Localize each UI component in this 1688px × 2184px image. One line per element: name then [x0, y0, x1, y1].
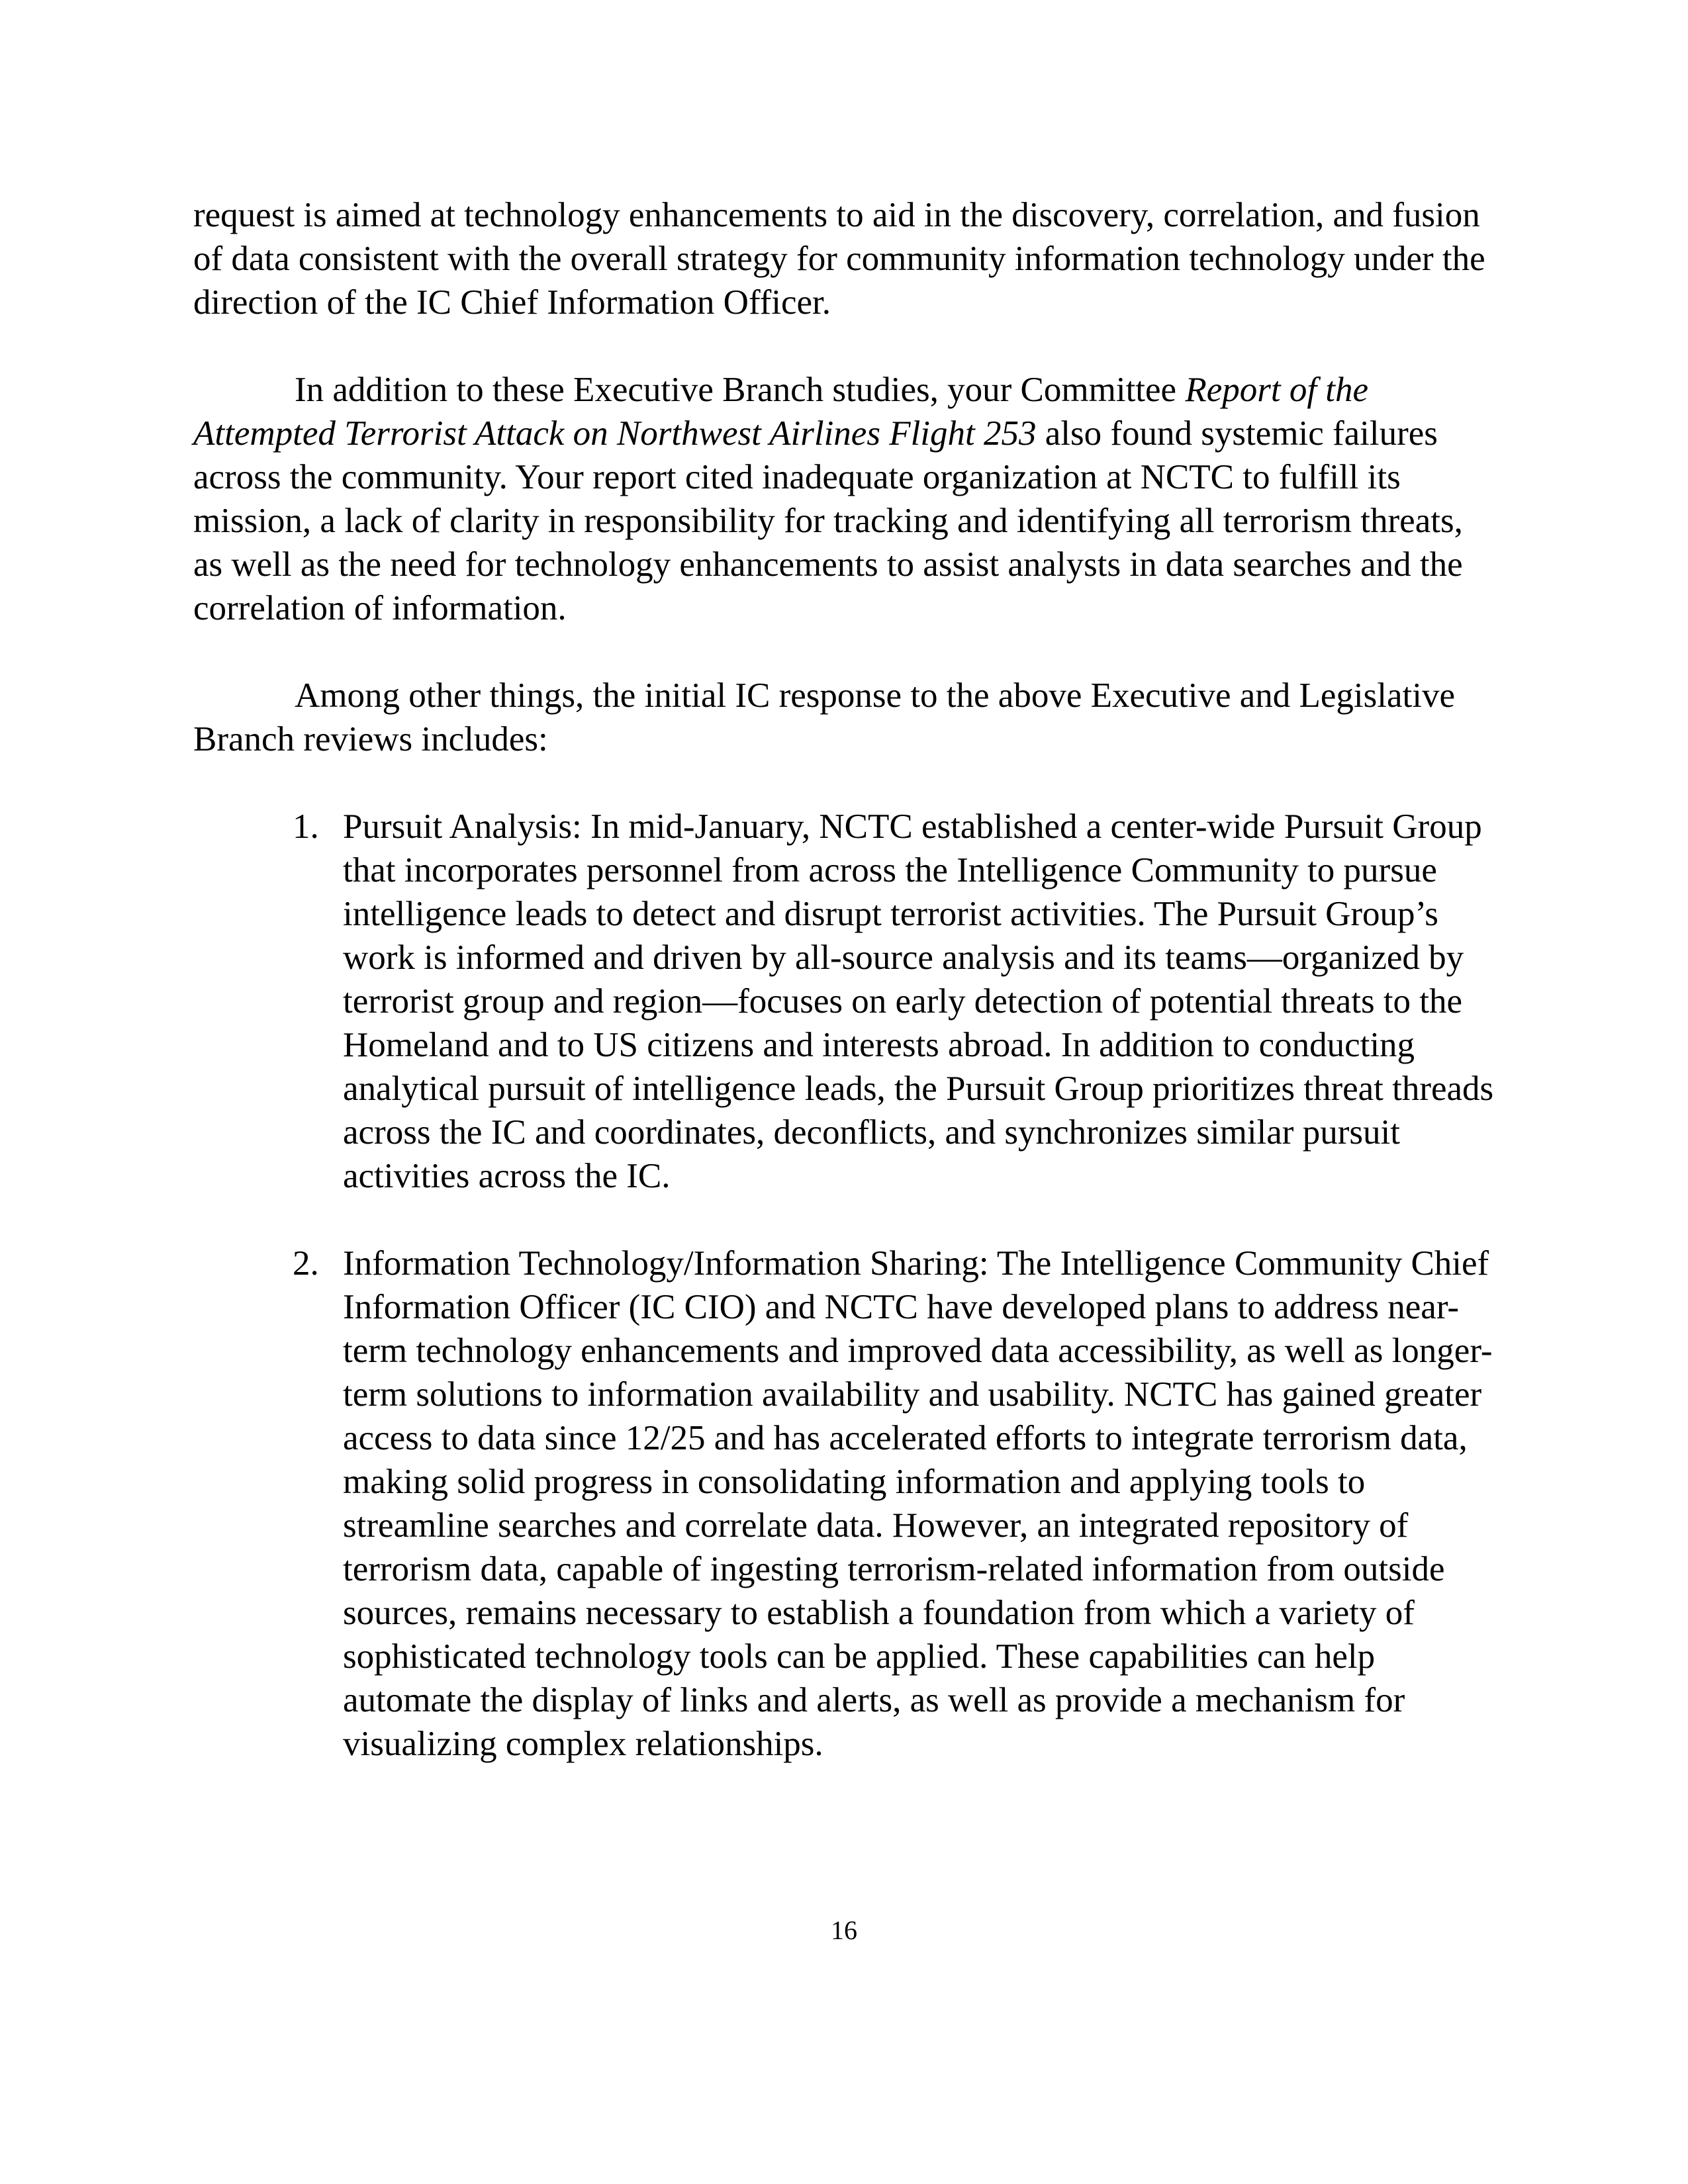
document-page — [193, 193, 1496, 1766]
paragraph-text: In addition to these Executive Branch studies, your Committee — [295, 371, 1186, 409]
paragraph-text: also found systemic failures across the community. Your report cited inadequate organization at NCTC to fulfill its mission, a lack of clarity in responsibility for tracking and identifying all terrorism threats, as well as the need for technology enhancements to assist analysts in data searches and the correlation of information. — [193, 414, 1463, 627]
list-item-pursuit-analysis — [193, 805, 1496, 1198]
page-number: 16 — [831, 1915, 857, 1945]
list-item-information-technology — [193, 1242, 1496, 1766]
list-number: 2. — [293, 1244, 319, 1283]
response-list — [193, 805, 1496, 1766]
list-item-text: Pursuit Analysis: In mid-January, NCTC established a center-wide Pursuit Group that incorporates personnel from across the Intelligence Community to pursue intelligence leads to detect and disrupt terrorist activities. The Pursuit Group’s work is informed and driven by all-source analysis and its teams—organized by terrorist group and region—focuses on early detection of potential threats to the Homeland and to US citizens and interests abroad. In addition to conducting analytical pursuit of intelligence leads, the Pursuit Group prioritizes threat threads across the IC and coordinates, deconflicts, and synchronizes similar pursuit activities across the IC. — [343, 807, 1494, 1195]
paragraph-continuation: request is aimed at technology enhancements to aid in the discovery, correlation, and fusion of data consistent with the overall strategy for community information technology under the direction of the IC Chief Information Officer. — [193, 196, 1485, 322]
list-number: 1. — [293, 807, 319, 846]
list-item-text: Information Technology/Information Sharing: The Intelligence Community Chief Information Officer (IC CIO) and NCTC have developed plans to address near-term technology enhancements and improved data accessibility, as well as longer-term solutions to information availability and usability. NCTC has gained greater access to data since 12/25 and has accelerated efforts to integrate terrorism data, making solid progress in consolidating information and applying tools to streamline searches and correlate data. However, an integrated repository of terrorism data, capable of ingesting terrorism-related information from outside sources, remains necessary to establish a foundation from which a variety of sophisticated technology tools can be applied. These capabilities can help automate the display of links and alerts, as well as provide a mechanism for visualizing complex relationships. — [343, 1244, 1493, 1763]
report-title: Report of the Attempted Terrorist Attack on Northwest Airlines Flight 253 — [193, 371, 1369, 453]
paragraph-ic-response: Among other things, the initial IC response to the above Executive and Legislative Branch reviews includes: — [193, 676, 1455, 758]
paragraph-committee-report — [193, 368, 1496, 630]
